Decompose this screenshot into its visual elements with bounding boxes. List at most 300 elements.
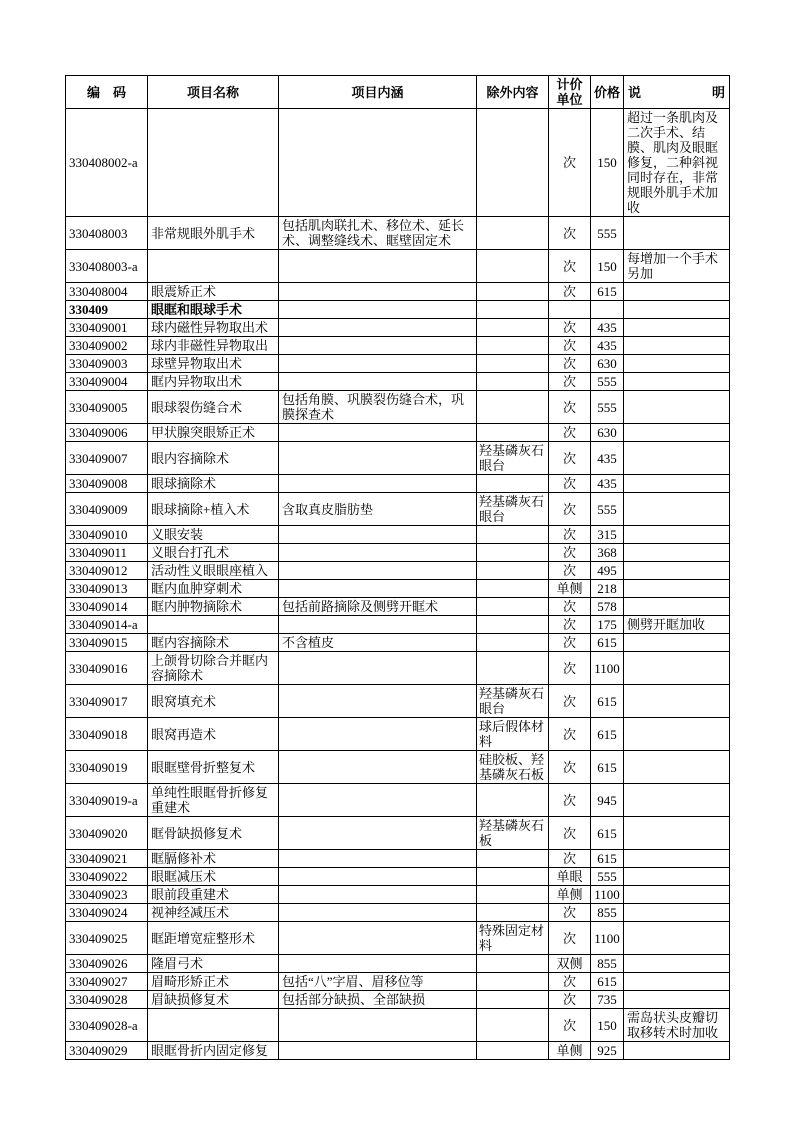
cell-note: [624, 544, 730, 562]
cell-pricing-unit: 次: [549, 475, 591, 493]
cell-pricing-unit: 次: [549, 904, 591, 922]
cell-project-content: [279, 580, 477, 598]
cell-excluded-content: [477, 544, 549, 562]
cell-note: [624, 1042, 730, 1060]
cell-pricing-unit: 次: [549, 526, 591, 544]
cell-project-content: [279, 355, 477, 373]
cell-price: 555: [591, 217, 624, 250]
cell-note: 每增加一个手术另加: [624, 250, 730, 283]
cell-note: 侧劈开眶加收: [624, 616, 730, 634]
cell-code: 330409017: [66, 685, 148, 718]
cell-code: 330409015: [66, 634, 148, 652]
cell-note: [624, 718, 730, 751]
cell-price: 615: [591, 973, 624, 991]
cell-excluded-content: 羟基磷灰石眼台: [477, 685, 549, 718]
cell-project-content: [279, 250, 477, 283]
cell-project-name: 眼前段重建术: [148, 886, 279, 904]
cell-price: 615: [591, 850, 624, 868]
cell-project-name: 眼眶骨折内固定修复: [148, 1042, 279, 1060]
cell-price: 615: [591, 751, 624, 784]
cell-excluded-content: [477, 355, 549, 373]
cell-code: 330408003: [66, 217, 148, 250]
table-row: [66, 616, 730, 634]
cell-excluded-content: [477, 784, 549, 817]
cell-project-name: 眶内异物取出术: [148, 373, 279, 391]
cell-excluded-content: [477, 886, 549, 904]
cell-project-name: 上颌骨切除合并眶内容摘除术: [148, 652, 279, 685]
cell-project-content: [279, 373, 477, 391]
cell-price: 175: [591, 616, 624, 634]
cell-project-name: [148, 109, 279, 217]
table-row: [66, 922, 730, 955]
cell-code: 330409023: [66, 886, 148, 904]
cell-price: 630: [591, 424, 624, 442]
table-row: [66, 475, 730, 493]
cell-project-name: 眶骨缺损修复术: [148, 817, 279, 850]
cell-code: 330409012: [66, 562, 148, 580]
cell-note: [624, 373, 730, 391]
cell-pricing-unit: 次: [549, 337, 591, 355]
cell-project-content: [279, 652, 477, 685]
table-row: [66, 109, 730, 217]
cell-code: 330409019-a: [66, 784, 148, 817]
table-row: [66, 544, 730, 562]
cell-code: 330409014-a: [66, 616, 148, 634]
cell-excluded-content: [477, 973, 549, 991]
cell-project-name: 视神经减压术: [148, 904, 279, 922]
cell-project-content: [279, 442, 477, 475]
cell-note: [624, 424, 730, 442]
cell-project-content: 包括肌肉联扎术、移位术、延长术、调整缝线术、眶壁固定术: [279, 217, 477, 250]
table-row: [66, 991, 730, 1009]
cell-pricing-unit: 次: [549, 319, 591, 337]
cell-price: [591, 301, 624, 319]
cell-code: 330409002: [66, 337, 148, 355]
cell-price: 615: [591, 718, 624, 751]
note-header-spread: [626, 85, 727, 100]
cell-price: 555: [591, 493, 624, 526]
cell-price: 218: [591, 580, 624, 598]
cell-note: [624, 598, 730, 616]
cell-project-name: 眉畸形矫正术: [148, 973, 279, 991]
cell-project-content: [279, 718, 477, 751]
cell-project-content: 包括部分缺损、全部缺损: [279, 991, 477, 1009]
table-header-row: [66, 76, 730, 109]
cell-excluded-content: [477, 424, 549, 442]
cell-excluded-content: [477, 955, 549, 973]
cell-project-name: 义眼安装: [148, 526, 279, 544]
cell-excluded-content: [477, 634, 549, 652]
table-header: [66, 76, 730, 109]
cell-note: [624, 442, 730, 475]
cell-excluded-content: 硅胶板、羟基磷灰石板: [477, 751, 549, 784]
cell-project-content: 不含植皮: [279, 634, 477, 652]
table-row: [66, 373, 730, 391]
cell-project-content: [279, 283, 477, 301]
cell-note: [624, 685, 730, 718]
cell-note: [624, 634, 730, 652]
table-row: [66, 652, 730, 685]
cell-project-name: 眉缺损修复术: [148, 991, 279, 1009]
cell-project-name: 非常规眼外肌手术: [148, 217, 279, 250]
cell-pricing-unit: 单侧: [549, 580, 591, 598]
cell-note: [624, 886, 730, 904]
cell-excluded-content: [477, 526, 549, 544]
cell-pricing-unit: 次: [549, 598, 591, 616]
cell-price: 150: [591, 1009, 624, 1042]
cell-code: 330409005: [66, 391, 148, 424]
cell-note: [624, 784, 730, 817]
table-row: [66, 784, 730, 817]
cell-project-name: 眼球裂伤缝合术: [148, 391, 279, 424]
cell-code: 330409014: [66, 598, 148, 616]
cell-project-name: 眼球摘除术: [148, 475, 279, 493]
cell-price: 555: [591, 373, 624, 391]
cell-pricing-unit: 次: [549, 922, 591, 955]
cell-project-name: 单纯性眼眶骨折修复重建术: [148, 784, 279, 817]
cell-note: [624, 652, 730, 685]
cell-note: [624, 355, 730, 373]
cell-code: 330409004: [66, 373, 148, 391]
cell-price: 615: [591, 685, 624, 718]
cell-project-name: 眼内容摘除术: [148, 442, 279, 475]
cell-pricing-unit: 次: [549, 784, 591, 817]
cell-pricing-unit: 次: [549, 850, 591, 868]
cell-project-content: [279, 868, 477, 886]
cell-excluded-content: 羟基磷灰石眼台: [477, 493, 549, 526]
col-header-price: 价格: [591, 76, 624, 109]
cell-project-content: [279, 301, 477, 319]
table-row: [66, 526, 730, 544]
cell-project-name: 眶膈修补术: [148, 850, 279, 868]
cell-note: [624, 850, 730, 868]
cell-excluded-content: [477, 217, 549, 250]
cell-pricing-unit: 单眼: [549, 868, 591, 886]
cell-pricing-unit: 次: [549, 685, 591, 718]
cell-note: [624, 922, 730, 955]
table-row: [66, 886, 730, 904]
cell-note: [624, 868, 730, 886]
cell-excluded-content: [477, 598, 549, 616]
cell-note: [624, 562, 730, 580]
cell-project-content: [279, 1009, 477, 1042]
cell-excluded-content: [477, 580, 549, 598]
cell-note: [624, 337, 730, 355]
cell-pricing-unit: 次: [549, 616, 591, 634]
cell-code: 330409003: [66, 355, 148, 373]
cell-price: 855: [591, 955, 624, 973]
cell-project-name: 眼球摘除+植入术: [148, 493, 279, 526]
cell-pricing-unit: 次: [549, 973, 591, 991]
note-header-right: 明: [711, 84, 725, 100]
cell-pricing-unit: 次: [549, 283, 591, 301]
cell-code: 330409022: [66, 868, 148, 886]
cell-note: [624, 973, 730, 991]
table-row: [66, 1009, 730, 1042]
cell-pricing-unit: 次: [549, 391, 591, 424]
table-row: [66, 283, 730, 301]
cell-excluded-content: [477, 868, 549, 886]
cell-excluded-content: 特殊固定材料: [477, 922, 549, 955]
cell-pricing-unit: 次: [549, 751, 591, 784]
table-body: [66, 109, 730, 1060]
cell-excluded-content: [477, 337, 549, 355]
cell-note: [624, 493, 730, 526]
cell-project-content: 包括前路摘除及侧劈开眶术: [279, 598, 477, 616]
cell-price: 555: [591, 868, 624, 886]
cell-excluded-content: [477, 652, 549, 685]
table-row: [66, 301, 730, 319]
cell-project-content: [279, 886, 477, 904]
cell-project-content: [279, 784, 477, 817]
cell-price: 150: [591, 109, 624, 217]
cell-price: 495: [591, 562, 624, 580]
col-header-unit: 计价单位: [549, 76, 591, 109]
table-row: [66, 355, 730, 373]
cell-price: 435: [591, 442, 624, 475]
table-row: [66, 955, 730, 973]
cell-code: 330409021: [66, 850, 148, 868]
table-row: [66, 580, 730, 598]
cell-note: 超过一条肌肉及二次手术、结膜、肌肉及眼眶修复，二种斜视同时存在，非常规眼外肌手术加收: [624, 109, 730, 217]
cell-project-content: [279, 904, 477, 922]
cell-note: [624, 751, 730, 784]
cell-project-content: [279, 922, 477, 955]
cell-excluded-content: [477, 991, 549, 1009]
cell-excluded-content: 球后假体材料: [477, 718, 549, 751]
cell-price: 315: [591, 526, 624, 544]
cell-pricing-unit: 单侧: [549, 1042, 591, 1060]
cell-project-name: 眶距增宽症整形术: [148, 922, 279, 955]
cell-code: 330408003-a: [66, 250, 148, 283]
cell-project-name: 眼眶和眼球手术: [148, 301, 279, 319]
cell-note: [624, 526, 730, 544]
cell-price: 1100: [591, 886, 624, 904]
cell-code: 330409028: [66, 991, 148, 1009]
cell-price: 368: [591, 544, 624, 562]
cell-project-name: 甲状腺突眼矫正术: [148, 424, 279, 442]
cell-price: 615: [591, 634, 624, 652]
cell-price: 555: [591, 391, 624, 424]
cell-code: 330409020: [66, 817, 148, 850]
cell-excluded-content: [477, 616, 549, 634]
cell-pricing-unit: 单侧: [549, 886, 591, 904]
cell-price: 615: [591, 817, 624, 850]
cell-price: 630: [591, 355, 624, 373]
cell-price: 435: [591, 319, 624, 337]
cell-code: 330409013: [66, 580, 148, 598]
col-header-content: 项目内涵: [279, 76, 477, 109]
cell-price: 925: [591, 1042, 624, 1060]
cell-code: 330409027: [66, 973, 148, 991]
cell-code: 330409010: [66, 526, 148, 544]
cell-code: 330409: [66, 301, 148, 319]
cell-project-content: [279, 817, 477, 850]
table-row: [66, 751, 730, 784]
cell-price: 435: [591, 337, 624, 355]
cell-project-content: [279, 475, 477, 493]
table-row: [66, 391, 730, 424]
cell-code: 330408004: [66, 283, 148, 301]
cell-price: 855: [591, 904, 624, 922]
table-row: [66, 250, 730, 283]
cell-project-content: [279, 337, 477, 355]
cell-excluded-content: [477, 109, 549, 217]
cell-code: 330409018: [66, 718, 148, 751]
cell-price: 578: [591, 598, 624, 616]
table-row: [66, 1042, 730, 1060]
cell-project-name: [148, 1009, 279, 1042]
cell-code: 330409001: [66, 319, 148, 337]
cell-note: [624, 283, 730, 301]
cell-excluded-content: [477, 373, 549, 391]
cell-code: 330409009: [66, 493, 148, 526]
cell-note: [624, 817, 730, 850]
cell-price: 435: [591, 475, 624, 493]
medical-price-table: [65, 75, 730, 1060]
table-row: [66, 685, 730, 718]
cell-project-name: 隆眉弓术: [148, 955, 279, 973]
cell-price: 1100: [591, 922, 624, 955]
table-row: [66, 424, 730, 442]
cell-code: 330409007: [66, 442, 148, 475]
cell-project-content: [279, 685, 477, 718]
col-header-name: 项目名称: [148, 76, 279, 109]
cell-note: [624, 217, 730, 250]
cell-project-name: 眶内血肿穿刺术: [148, 580, 279, 598]
cell-excluded-content: [477, 319, 549, 337]
cell-project-name: [148, 616, 279, 634]
cell-pricing-unit: 次: [549, 991, 591, 1009]
cell-pricing-unit: 次: [549, 544, 591, 562]
cell-project-name: 活动性义眼眼座植入: [148, 562, 279, 580]
cell-note: [624, 391, 730, 424]
cell-project-content: [279, 424, 477, 442]
cell-price: 1100: [591, 652, 624, 685]
cell-note: [624, 904, 730, 922]
cell-excluded-content: [477, 562, 549, 580]
cell-price: 615: [591, 283, 624, 301]
cell-project-name: 眼眶壁骨折整复术: [148, 751, 279, 784]
table-row: [66, 598, 730, 616]
cell-project-name: [148, 250, 279, 283]
cell-note: [624, 319, 730, 337]
cell-project-content: [279, 1042, 477, 1060]
cell-project-content: [279, 616, 477, 634]
cell-project-content: [279, 544, 477, 562]
cell-project-content: [279, 109, 477, 217]
cell-project-name: 球内磁性异物取出术: [148, 319, 279, 337]
cell-code: 330409026: [66, 955, 148, 973]
col-header-code: 编 码: [66, 76, 148, 109]
table-row: [66, 442, 730, 475]
cell-excluded-content: [477, 283, 549, 301]
cell-pricing-unit: 次: [549, 1009, 591, 1042]
cell-price: 945: [591, 784, 624, 817]
table-row: [66, 562, 730, 580]
cell-pricing-unit: 次: [549, 562, 591, 580]
cell-project-name: 球内非磁性异物取出: [148, 337, 279, 355]
cell-project-name: 眼窝填充术: [148, 685, 279, 718]
cell-project-content: 包括“八”字眉、眉移位等: [279, 973, 477, 991]
cell-excluded-content: [477, 301, 549, 319]
cell-pricing-unit: 次: [549, 217, 591, 250]
cell-pricing-unit: 次: [549, 493, 591, 526]
cell-price: 150: [591, 250, 624, 283]
cell-code: 330409016: [66, 652, 148, 685]
cell-project-name: 眼震矫正术: [148, 283, 279, 301]
cell-pricing-unit: 次: [549, 355, 591, 373]
cell-pricing-unit: 次: [549, 442, 591, 475]
cell-project-content: [279, 526, 477, 544]
table-row: [66, 850, 730, 868]
table-row: [66, 337, 730, 355]
table-row: [66, 493, 730, 526]
table-row: [66, 868, 730, 886]
cell-code: 330409011: [66, 544, 148, 562]
table-row: [66, 904, 730, 922]
table-row: [66, 817, 730, 850]
cell-code: 330409006: [66, 424, 148, 442]
cell-code: 330409028-a: [66, 1009, 148, 1042]
cell-project-content: [279, 562, 477, 580]
cell-excluded-content: [477, 1009, 549, 1042]
cell-pricing-unit: 次: [549, 373, 591, 391]
cell-project-content: [279, 319, 477, 337]
cell-code: 330409025: [66, 922, 148, 955]
cell-pricing-unit: 次: [549, 817, 591, 850]
cell-project-name: 眼窝再造术: [148, 718, 279, 751]
cell-project-content: [279, 751, 477, 784]
cell-note: [624, 475, 730, 493]
table-row: [66, 319, 730, 337]
cell-code: 330408002-a: [66, 109, 148, 217]
table-row: [66, 217, 730, 250]
col-header-note: [624, 76, 730, 109]
table-row: [66, 718, 730, 751]
cell-project-content: 包括角膜、巩膜裂伤缝合术，巩膜探查术: [279, 391, 477, 424]
cell-project-name: 义眼台打孔术: [148, 544, 279, 562]
cell-project-name: 球壁异物取出术: [148, 355, 279, 373]
cell-pricing-unit: [549, 301, 591, 319]
cell-project-name: 眶内肿物摘除术: [148, 598, 279, 616]
cell-pricing-unit: 次: [549, 424, 591, 442]
cell-excluded-content: 羟基磷灰石眼台: [477, 442, 549, 475]
note-header-left: 说: [628, 84, 642, 100]
cell-code: 330409019: [66, 751, 148, 784]
cell-excluded-content: [477, 904, 549, 922]
cell-pricing-unit: 次: [549, 634, 591, 652]
cell-pricing-unit: 次: [549, 109, 591, 217]
cell-note: [624, 991, 730, 1009]
col-header-excluded: 除外内容: [477, 76, 549, 109]
cell-note: [624, 301, 730, 319]
cell-excluded-content: [477, 475, 549, 493]
cell-pricing-unit: 次: [549, 718, 591, 751]
cell-code: 330409029: [66, 1042, 148, 1060]
cell-project-content: [279, 850, 477, 868]
cell-project-name: 眼眶减压术: [148, 868, 279, 886]
cell-code: 330409008: [66, 475, 148, 493]
cell-note: [624, 580, 730, 598]
cell-note: 需岛状头皮瓣切取移转术时加收: [624, 1009, 730, 1042]
cell-excluded-content: [477, 1042, 549, 1060]
cell-project-name: 眶内容摘除术: [148, 634, 279, 652]
cell-code: 330409024: [66, 904, 148, 922]
cell-pricing-unit: 双侧: [549, 955, 591, 973]
cell-pricing-unit: 次: [549, 652, 591, 685]
cell-excluded-content: [477, 850, 549, 868]
